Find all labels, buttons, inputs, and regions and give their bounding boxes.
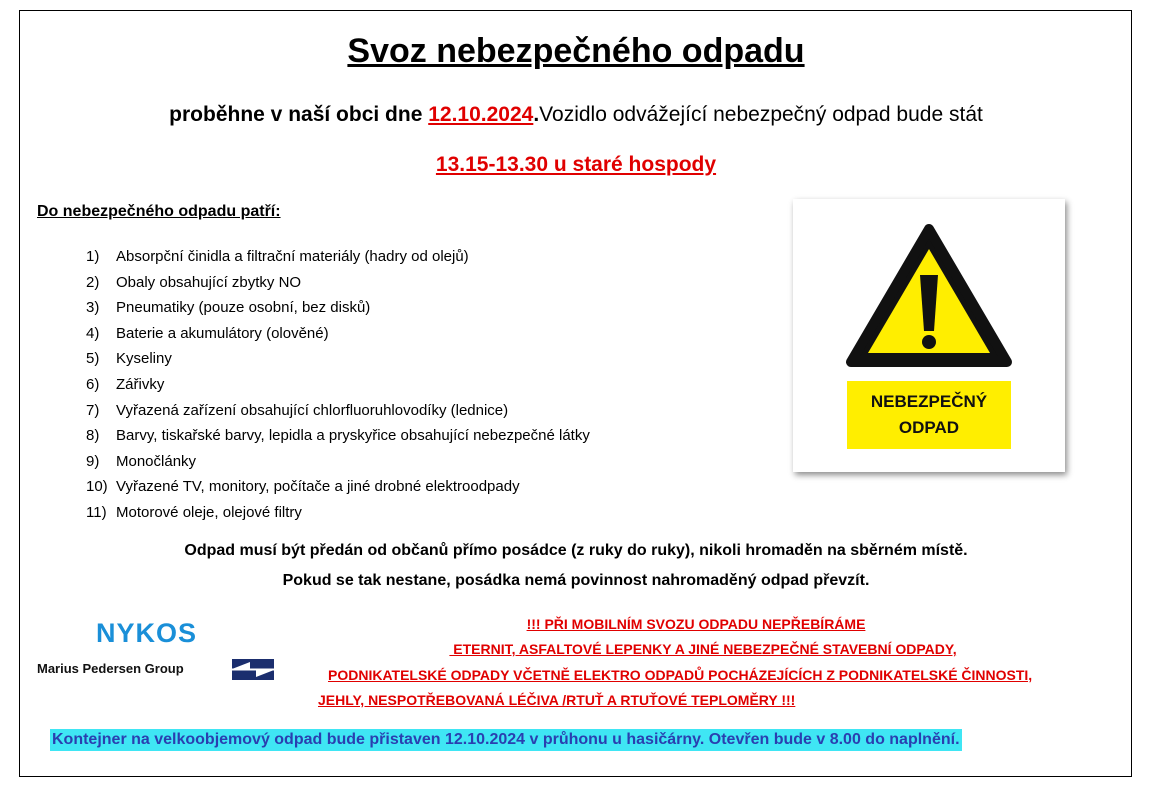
intro-rest: Vozidlo odvážející nebezpečný odpad bude stát xyxy=(539,103,983,126)
warning-line-3: PODNIKATELSKÉ ODPADY VČETNĚ ELEKTRO ODPADŮ POCHÁZEJÍCÍCH Z PODNIKATELSKÉ ČINNOSTI, xyxy=(328,667,1033,683)
list-item-text: Obaly obsahující zbytky NO xyxy=(116,273,302,291)
list-item xyxy=(86,449,590,475)
list-item-text: Kyseliny xyxy=(116,350,172,368)
handover-notice: Odpad musí být předán od občanů přímo posádce (z ruky do ruky), nikoli hromaděn na sběrném místě. xyxy=(184,542,968,559)
list-item xyxy=(86,244,590,270)
list-item-number: 9) xyxy=(86,452,100,470)
group-name: Marius Pedersen Group xyxy=(37,661,184,676)
list-item xyxy=(86,398,590,424)
list-item-number: 2) xyxy=(86,273,100,291)
list-item-text: Vyřazená zařízení obsahující chlorfluoruhlovodíky (lednice) xyxy=(116,401,509,419)
nykos-logo: NYKOS xyxy=(96,618,198,648)
intro-dot: . xyxy=(533,103,540,126)
intro-line xyxy=(0,103,1152,127)
list-heading: Do nebezpečného odpadu patří: xyxy=(37,203,281,220)
list-item-text: Monočlánky xyxy=(116,452,197,470)
list-item-number: 1) xyxy=(86,248,100,265)
list-item xyxy=(86,346,590,372)
list-item-number: 6) xyxy=(86,375,100,393)
warning-line-4: JEHLY, NESPOTŘEBOVANÁ LÉČIVA /RTUŤ A RTUŤOVÉ TEPLOMĚRY !!! xyxy=(318,692,796,708)
list-item-number: 4) xyxy=(86,324,100,342)
list-item-number: 8) xyxy=(86,427,100,445)
list-item xyxy=(86,500,590,526)
hazard-sign xyxy=(793,199,1065,472)
list-item xyxy=(86,270,590,296)
list-item-number: 7) xyxy=(86,401,100,419)
list-item-text: Absorpční činidla a filtrační materiály (hadry od olejů) xyxy=(116,248,469,265)
container-banner: Kontejner na velkoobjemový odpad bude přistaven 12.10.2024 v průhonu u hasičárny. Otevřen bude v 8.00 do naplnění. xyxy=(50,729,962,751)
list-item xyxy=(86,474,590,500)
list-item-text: Zářivky xyxy=(116,375,165,393)
list-item-number: 11) xyxy=(86,503,107,521)
list-item-number: 5) xyxy=(86,350,100,368)
warning-line-2: ETERNIT, ASFALTOVÉ LEPENKY A JINÉ NEBEZPEČNÉ STAVEBNÍ ODPADY, xyxy=(449,641,957,657)
list-item xyxy=(86,372,590,398)
list-item xyxy=(86,295,590,321)
crew-notice: Pokud se tak nestane, posádka nemá povinnost nahromaděný odpad převzít. xyxy=(282,572,870,589)
hazard-sign-label xyxy=(847,381,1011,449)
list-item-text: Pneumatiky (pouze osobní, bez disků) xyxy=(116,299,371,317)
warning-line-1: !!! PŘI MOBILNÍM SVOZU ODPADU NEPŘEBÍRÁME xyxy=(526,616,866,632)
list-item-number: 3) xyxy=(86,299,100,317)
hazard-sign-line2: ODPAD xyxy=(898,418,960,437)
hazard-sign-line1: NEBEZPEČNÝ xyxy=(870,392,988,411)
intro-lead: proběhne v naší obci dne xyxy=(169,103,429,126)
list-item-text: Barvy, tiskařské barvy, lepidla a pryskyřice obsahující nebezpečné látky xyxy=(116,427,590,445)
list-item-number: 10) xyxy=(86,478,108,496)
list-item-text: Vyřazené TV, monitory, počítače a jiné drobné elektroodpady xyxy=(116,478,520,496)
warning-triangle-icon xyxy=(793,199,1065,379)
page-title: Svoz nebezpečného odpadu xyxy=(347,32,805,70)
list-item-text: Motorové oleje, olejové filtry xyxy=(116,503,302,521)
list-item xyxy=(86,423,590,449)
marius-pedersen-icon xyxy=(232,659,274,680)
list-item xyxy=(86,321,590,347)
time-place: 13.15-13.30 u staré hospody xyxy=(435,153,717,176)
waste-list xyxy=(86,244,590,526)
collection-date: 12.10.2024 xyxy=(428,103,534,126)
list-item-text: Baterie a akumulátory (olověné) xyxy=(116,324,329,342)
